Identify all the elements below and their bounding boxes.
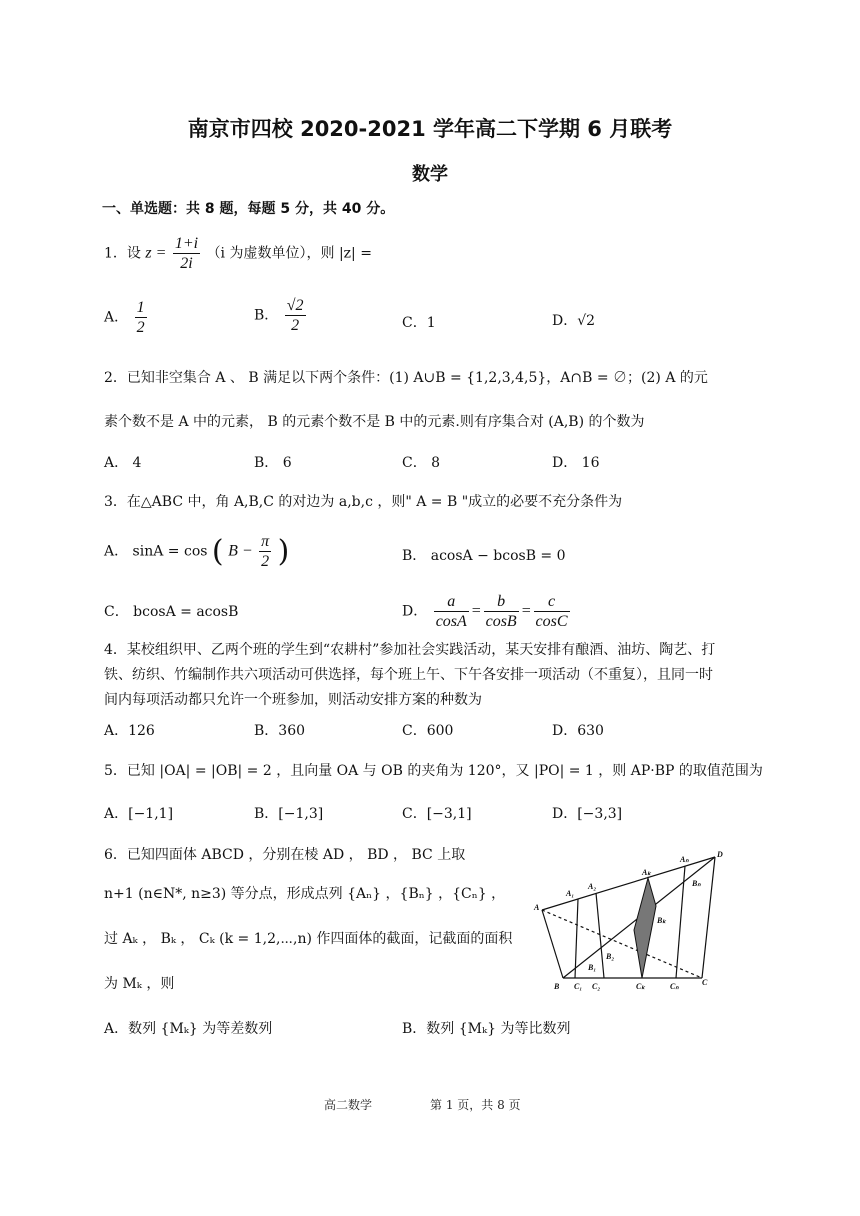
q3-d-den-1: cosA xyxy=(435,613,467,631)
q3-d-frac-3 xyxy=(534,592,570,631)
edge-ab xyxy=(542,910,563,978)
q1-option-b-fraction xyxy=(285,296,306,335)
label-b2: B₂ xyxy=(606,952,615,961)
q2-option-a: A． 4 xyxy=(104,455,142,471)
q2-option-c: C． 8 xyxy=(402,455,441,471)
q1-b-num: √2 xyxy=(285,296,306,316)
label-c2: C₂ xyxy=(592,982,601,991)
q2-option-d: D． 16 xyxy=(552,455,600,471)
q5-stem: 5．已知 |OA| = |OB| = 2 ，且向量 OA 与 OB 的夹角为 120°，又 |PO| = 1 ，则 AP·BP 的取值范围为 xyxy=(104,763,763,779)
tetrahedron-figure xyxy=(530,848,740,994)
q2-line-1: 2．已知非空集合 A 、 B 满足以下两个条件：(1) A∪B = {1,2,3,4,5}，A∩B = ∅；(2) A 的元 xyxy=(104,370,708,386)
q5-option-c: C．[−3,1] xyxy=(402,806,472,822)
q1-option-b xyxy=(254,296,308,335)
label-a2: A₂ xyxy=(588,882,597,891)
equals-sign: = xyxy=(520,602,532,620)
edge-ac-hidden xyxy=(542,910,702,978)
label-b1: B₁ xyxy=(588,963,597,972)
section-2 xyxy=(596,893,604,978)
q3-a-lparen: ( xyxy=(211,534,224,570)
q3-option-c: C． bcosA = acosB xyxy=(104,604,239,620)
q1-a-num: 1 xyxy=(135,298,147,318)
q2-line-2: 素个数不是 A 中的元素， B 的元素个数不是 B 中的元素.则有序集合对 (A,B) 的个数为 xyxy=(104,414,645,430)
q3-d-prefix: D． xyxy=(402,603,428,620)
label-d: D xyxy=(717,850,723,859)
q3-option-b: B． acosA − bcosB = 0 xyxy=(402,548,566,564)
footer-page-number: 第 1 页，共 8 页 xyxy=(430,1098,521,1112)
q1-fraction xyxy=(173,234,200,273)
label-b: B xyxy=(554,982,560,991)
q4-option-b: B．360 xyxy=(254,723,306,739)
q5-option-a: A．[−1,1] xyxy=(104,806,174,822)
q5-option-d: D．[−3,3] xyxy=(552,806,623,822)
q2-option-b: B． 6 xyxy=(254,455,292,471)
q1-numerator: 1+i xyxy=(173,234,200,254)
q1-option-d: D．√2 xyxy=(552,313,596,329)
q1-option-c: C．1 xyxy=(402,315,436,331)
label-ck: Cₖ xyxy=(636,982,645,991)
q3-d-den-3: cosC xyxy=(535,613,568,631)
q4-option-a: A．126 xyxy=(104,723,155,739)
q3-d-frac-1 xyxy=(434,592,469,631)
q3-a-fraction xyxy=(259,532,271,571)
label-bk: Bₖ xyxy=(657,916,666,925)
q4-line-3: 间内每项活动都只允许一个班参加，则活动安排方案的种数为 xyxy=(104,692,482,708)
label-an: Aₙ xyxy=(680,855,689,864)
q4-option-d: D．630 xyxy=(552,723,604,739)
edge-ad xyxy=(542,857,715,910)
footer-subject: 高二数学 xyxy=(324,1098,373,1112)
q1-label: 1．设 xyxy=(104,245,141,262)
label-cn: Cₙ xyxy=(670,982,679,991)
label-a: A xyxy=(534,903,540,912)
q3-a-rparen: ) xyxy=(277,534,290,570)
question-1-stem xyxy=(104,234,372,273)
label-bn: Bₙ xyxy=(692,879,701,888)
q1-stem-tail: （i 为虚数单位），则 |z| = xyxy=(206,245,372,262)
label-a1: A₁ xyxy=(566,889,575,898)
q3-a-num: π xyxy=(259,532,271,552)
q1-denominator: 2i xyxy=(180,255,193,273)
q1-b-den: 2 xyxy=(291,317,300,335)
subject-title: 数学 xyxy=(412,164,448,185)
q3-d-num-2: b xyxy=(484,592,519,612)
q6-line-4: 为 Mₖ ，则 xyxy=(104,976,175,992)
q1-option-a xyxy=(104,298,149,337)
q6-option-a: A．数列 {Mₖ} 为等差数列 xyxy=(104,1021,273,1037)
q3-d-num-1: a xyxy=(434,592,469,612)
q3-option-a xyxy=(104,532,289,571)
page-title: 南京市四校 2020-2021 学年高二下学期 6 月联考 xyxy=(187,117,673,141)
q6-line-3: 过 Aₖ ， Bₖ ， Cₖ (k = 1,2,⋯,n) 作四面体的截面，记截面的面积 xyxy=(104,931,513,947)
q4-option-c: C．600 xyxy=(402,723,454,739)
q1-a-den: 2 xyxy=(136,319,145,337)
label-ak: Aₖ xyxy=(642,868,651,877)
q3-d-frac-2 xyxy=(484,592,519,631)
q1-formula: z = xyxy=(145,244,167,262)
q6-line-1: 6．已知四面体 ABCD ，分别在棱 AD ， BD ， BC 上取 xyxy=(104,847,466,863)
q1-option-a-fraction xyxy=(135,298,147,337)
q6-line-2: n+1 (n∈N*, n≥3) 等分点，形成点列 {Aₙ} ，{Bₙ} ，{Cₙ} ， xyxy=(104,886,506,902)
q3-a-den: 2 xyxy=(261,553,270,571)
q3-option-d xyxy=(402,592,572,631)
section-heading: 一、单选题：共 8 题，每题 5 分，共 40 分。 xyxy=(102,201,395,217)
q3-d-num-3: c xyxy=(534,592,570,612)
section-n xyxy=(676,866,685,978)
q3-stem: 3．在△ABC 中，角 A,B,C 的对边为 a,b,c ，则" A = B "成立的必要不充分条件为 xyxy=(104,494,623,510)
q3-d-den-2: cosB xyxy=(485,613,517,631)
q3-a-prefix: A． sinA = cos xyxy=(104,543,208,560)
q5-option-b: B．[−1,3] xyxy=(254,806,324,822)
q4-line-2: 铁、纺织、竹编制作共六项活动可供选择，每个班上午、下午各安排一项活动（不重复），且同一时 xyxy=(104,667,713,683)
label-c1: C₁ xyxy=(574,982,583,991)
edge-dc xyxy=(702,857,715,978)
shaded-section xyxy=(634,878,656,978)
label-c: C xyxy=(702,978,708,987)
q1-option-a-label: A． xyxy=(104,309,133,326)
q3-a-inner: B − xyxy=(228,542,253,560)
q4-line-1: 4．某校组织甲、乙两个班的学生到“农耕村”参加社会实践活动，某天安排有酿酒、油坊、陶艺、打 xyxy=(104,642,716,658)
equals-sign: = xyxy=(470,602,482,620)
q1-option-b-label: B． xyxy=(254,307,279,324)
q6-option-b: B．数列 {Mₖ} 为等比数列 xyxy=(402,1021,571,1037)
